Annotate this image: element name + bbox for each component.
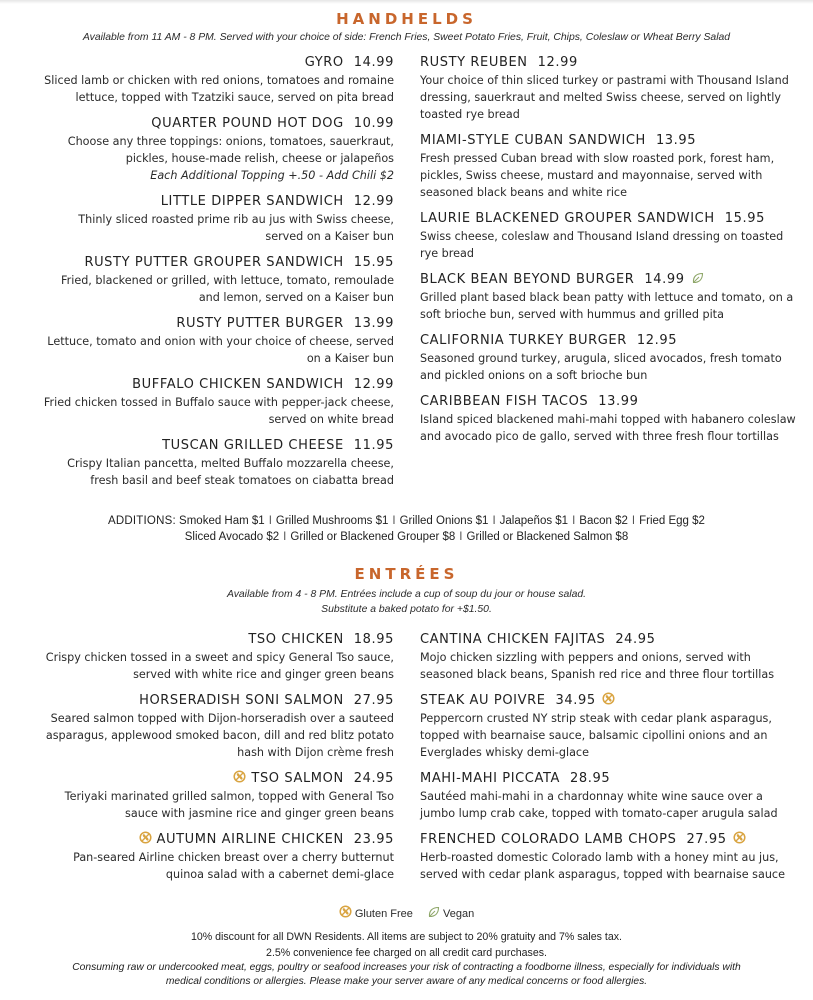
menu-item-title [420, 54, 800, 72]
menu-item-title [420, 631, 800, 649]
legend-vegan-label: Vegan [443, 908, 475, 920]
menu-item-price: 13.99 [353, 316, 394, 331]
menu-item-price: 28.95 [570, 771, 611, 786]
gluten-free-icon [233, 770, 246, 783]
entrees-subtitle-1: Available from 4 - 8 PM. Entrées include a cup of soup du jour or house salad. [226, 589, 587, 600]
menu-item-name: TUSCAN GRILLED CHEESE [162, 438, 344, 453]
menu-item-title [0, 831, 394, 849]
menu-item-title [420, 692, 800, 710]
menu-item-name: QUARTER POUND HOT DOG [151, 116, 344, 131]
menu-item-price: 23.95 [353, 832, 394, 847]
additions-separator: I [268, 515, 272, 527]
addition-item: Fried Egg $2 [639, 515, 705, 527]
menu-item-title [0, 437, 394, 455]
menu-item-name: MIAMI-STYLE CUBAN SANDWICH [420, 133, 646, 148]
additions-separator: I [492, 515, 496, 527]
menu-item-description: Sliced lamb or chicken with red onions, tomatoes and romaine lettuce, topped with Tzatziki sauce, served on pita bread [44, 74, 394, 104]
legend-gluten-free-label: Gluten Free [354, 908, 413, 920]
vegan-leaf-icon [428, 906, 440, 918]
menu-item-description: Crispy Italian pancetta, melted Buffalo mozzarella cheese, fresh basil and beef steak tomatoes on ciabatta bread [67, 457, 394, 487]
menu-item-price: 27.95 [353, 693, 394, 708]
footer-discount: 10% discount for all DWN Residents. All items are subject to 20% gratuity and 7% sales tax. [190, 931, 622, 943]
menu-item-description: Pan-seared Airline chicken breast over a cherry butternut quinoa salad with a cabernet demi-glace [73, 851, 394, 881]
menu-item [420, 770, 800, 822]
entrees-left-column [0, 631, 394, 892]
menu-item [0, 315, 394, 367]
addition-item: Bacon $2 [579, 515, 628, 527]
gluten-free-icon [339, 908, 352, 920]
additions-line-2 [0, 529, 813, 545]
footer-fee: 2.5% convenience fee charged on all credit card purchases. [266, 946, 547, 959]
menu-item-price: 24.95 [353, 771, 394, 786]
menu-item-description: Fried chicken tossed in Buffalo sauce with pepper-jack cheese, served on white bread [43, 396, 394, 426]
entrees-right-column [420, 631, 800, 892]
entrees-subtitle-2: Substitute a baked potato for +$1.50. [321, 604, 492, 615]
menu-item [0, 831, 394, 883]
handhelds-right-column [420, 54, 800, 454]
menu-item-name: LITTLE DIPPER SANDWICH [160, 194, 344, 209]
menu-item-title [420, 831, 800, 849]
menu-item-title [0, 115, 394, 133]
menu-item [420, 271, 800, 323]
menu-item-name: HORSERADISH SONI SALMON [139, 693, 344, 708]
handhelds-subtitle: Available from 11 AM - 8 PM. Served with your choice of side: French Fries, Sweet Potato Fries, Fruit, Chips, Coleslaw or Wheat Berry Salad [82, 32, 731, 43]
menu-item-price: 15.95 [724, 211, 765, 226]
menu-item-name: RUSTY REUBEN [420, 55, 528, 70]
addition-item: Jalapeños $1 [499, 515, 569, 527]
vegan-leaf-icon [692, 272, 704, 284]
menu-item-description: Fried, blackened or grilled, with lettuce, tomato, remoulade and lemon, served on a Kaiser bun [61, 274, 394, 304]
menu-item-name: CARIBBEAN FISH TACOS [420, 394, 589, 409]
menu-item-name: BLACK BEAN BEYOND BURGER [420, 272, 635, 287]
handhelds-title: HANDHELDS [336, 10, 477, 28]
menu-item-price: 13.99 [598, 394, 639, 409]
menu-item-name: TSO CHICKEN [248, 632, 344, 647]
menu-item-name: GYRO [304, 55, 344, 70]
gluten-free-icon [139, 831, 152, 844]
menu-item-title [0, 376, 394, 394]
menu-item-description: Crispy chicken tossed in a sweet and spicy General Tso sauce, served with white rice and ginger green beans [45, 651, 394, 681]
additions-label: ADDITIONS: [108, 515, 176, 527]
menu-item [0, 770, 394, 822]
menu-item-description: Seasoned ground turkey, arugula, sliced avocados, fresh tomato and pickled onions on a soft brioche bun [420, 352, 782, 382]
menu-item-name: TSO SALMON [251, 771, 344, 786]
gluten-free-icon [602, 692, 615, 705]
addition-item: Grilled or Blackened Salmon $8 [466, 531, 629, 543]
menu-item-name: LAURIE BLACKENED GROUPER SANDWICH [420, 211, 715, 226]
menu-item [0, 692, 394, 761]
menu-item-title [0, 692, 394, 710]
additions-separator: I [572, 515, 576, 527]
menu-item-title [420, 210, 800, 228]
menu-item-title [0, 631, 394, 649]
menu-item-note: Each Additional Topping +.50 - Add Chili $2 [150, 169, 394, 182]
menu-item-price: 12.99 [353, 194, 394, 209]
menu-item-title [420, 393, 800, 411]
menu-item-title [420, 132, 800, 150]
menu-item-description: Fresh pressed Cuban bread with slow roasted pork, forest ham, pickles, Swiss cheese, mustard and mayonnaise, served with seasoned black beans and white rice [420, 152, 775, 199]
menu-item-description: Peppercorn crusted NY strip steak with cedar plank asparagus, topped with bearnaise sauce, balsamic cipollini onions and an Everglades whisky demi-glace [420, 712, 772, 759]
entrees-title: ENTRÉES [354, 565, 459, 583]
menu-item-name: CANTINA CHICKEN FAJITAS [420, 632, 606, 647]
footer [0, 930, 813, 989]
menu-item-name: FRENCHED COLORADO LAMB CHOPS [420, 832, 677, 847]
footer-warning-1: Consuming raw or undercooked meat, eggs, poultry or seafood increases your risk of contracting a foodborne illness, especially for individuals with [72, 962, 741, 973]
top-shadow-bar [0, 0, 813, 4]
menu-item-price: 34.95 [555, 693, 596, 708]
menu-item-price: 15.95 [353, 255, 394, 270]
gluten-free-icon [339, 905, 352, 918]
legend-gluten-free [339, 908, 416, 920]
additions-separator: I [392, 515, 396, 527]
menu-item-description: Lettuce, tomato and onion with your choice of cheese, served on a Kaiser bun [47, 335, 394, 365]
menu-item-price: 10.99 [353, 116, 394, 131]
menu-item [0, 115, 394, 184]
gluten-free-icon [733, 831, 746, 844]
menu-item-description: Sautéed mahi-mahi in a chardonnay white wine sauce over a jumbo lump crab cake, topped with tomato-caper arugula salad [420, 790, 778, 820]
menu-item [420, 210, 800, 262]
addition-item: Grilled Onions $1 [399, 515, 489, 527]
menu-item-title [0, 770, 394, 788]
menu-item-description: Herb-roasted domestic Colorado lamb with a honey mint au jus, served with cedar plank asparagus, topped with bearnaise sauce [420, 851, 785, 881]
menu-item-title [0, 193, 394, 211]
menu-item-description: Your choice of thin sliced turkey or pastrami with Thousand Island dressing, sauerkraut and melted Swiss cheese, served on lightly toasted rye bread [420, 74, 789, 121]
footer-warning-2: medical conditions or allergies. Please make your server aware of any medical concerns or food allergies. [165, 976, 648, 987]
menu-item [420, 831, 800, 883]
menu-item [0, 631, 394, 683]
additions-separator: I [283, 531, 287, 543]
menu-item-title [0, 54, 394, 72]
menu-item [420, 54, 800, 123]
menu-item-price: 12.99 [537, 55, 578, 70]
menu-item-price: 12.99 [353, 377, 394, 392]
menu-item-title [420, 271, 800, 289]
menu-item-price: 12.95 [636, 333, 678, 348]
menu-item-description: Grilled plant based black bean patty with lettuce and tomato, on a soft brioche bun, served with hummus and grilled pita [420, 291, 794, 321]
menu-item [420, 631, 800, 683]
handhelds-header [0, 10, 813, 45]
menu-item-title [0, 254, 394, 272]
menu-item-description: Mojo chicken sizzling with peppers and onions, served with seasoned black beans, Spanish red rice and three flour tortillas [420, 651, 775, 681]
menu-item-description: Seared salmon topped with Dijon-horseradish over a sauteed asparagus, applewood smoked bacon, dill and red blitz potato hash with Dijon crème fresh [45, 712, 394, 759]
menu-item-description: Teriyaki marinated grilled salmon, topped with General Tso sauce with jasmine rice and ginger green beans [64, 790, 394, 820]
addition-item: Grilled Mushrooms $1 [275, 515, 389, 527]
handhelds-left-column [0, 54, 394, 498]
menu-item [420, 332, 800, 384]
menu-item-description: Swiss cheese, coleslaw and Thousand Island dressing on toasted rye bread [420, 230, 784, 260]
menu-item [0, 376, 394, 428]
dietary-legend [0, 905, 813, 920]
menu-item-price: 14.99 [644, 272, 685, 287]
menu-item [0, 254, 394, 306]
menu-item-name: RUSTY PUTTER GROUPER SANDWICH [84, 255, 344, 270]
additions-line-1 [0, 513, 813, 529]
menu-item-price: 13.95 [655, 133, 697, 148]
menu-item-title [420, 770, 800, 788]
menu-item [0, 437, 394, 489]
additions-separator: I [459, 531, 463, 543]
additions [0, 513, 813, 545]
menu-item-description: Island spiced blackened mahi-mahi topped with habanero coleslaw and avocado pico de gallo, served with three fresh flour tortillas [420, 413, 796, 443]
menu-item-name: CALIFORNIA TURKEY BURGER [420, 333, 627, 348]
menu-item-title [0, 315, 394, 333]
menu-item [0, 54, 394, 106]
addition-item: Sliced Avocado $2 [184, 531, 280, 543]
menu-item-name: RUSTY PUTTER BURGER [176, 316, 344, 331]
menu-item-price: 27.95 [686, 832, 727, 847]
entrees-header [0, 565, 813, 617]
menu-item-description: Choose any three toppings: onions, tomatoes, sauerkraut, pickles, house-made relish, cheese or jalapeños [67, 135, 394, 165]
menu-item [420, 692, 800, 761]
menu-item [420, 393, 800, 445]
menu-item-name: STEAK AU POIVRE [420, 693, 546, 708]
menu-item-name: MAHI-MAHI PICCATA [420, 771, 560, 786]
menu-item-price: 24.95 [615, 632, 656, 647]
menu-item-name: AUTUMN AIRLINE CHICKEN [156, 832, 344, 847]
menu-item-price: 14.99 [353, 55, 394, 70]
menu-item [420, 132, 800, 201]
vegan-icon [428, 908, 440, 920]
menu-item-title [420, 332, 800, 350]
addition-item: Smoked Ham $1 [179, 515, 265, 527]
menu-item-price: 11.95 [353, 438, 394, 453]
addition-item: Grilled or Blackened Grouper $8 [290, 531, 456, 543]
legend-vegan [428, 908, 474, 920]
additions-separator: I [631, 515, 636, 527]
menu-item-description: Thinly sliced roasted prime rib au jus with Swiss cheese, served on a Kaiser bun [78, 213, 394, 243]
menu-item-name: BUFFALO CHICKEN SANDWICH [132, 377, 344, 392]
menu-item-price: 18.95 [353, 632, 394, 647]
menu-item [0, 193, 394, 245]
